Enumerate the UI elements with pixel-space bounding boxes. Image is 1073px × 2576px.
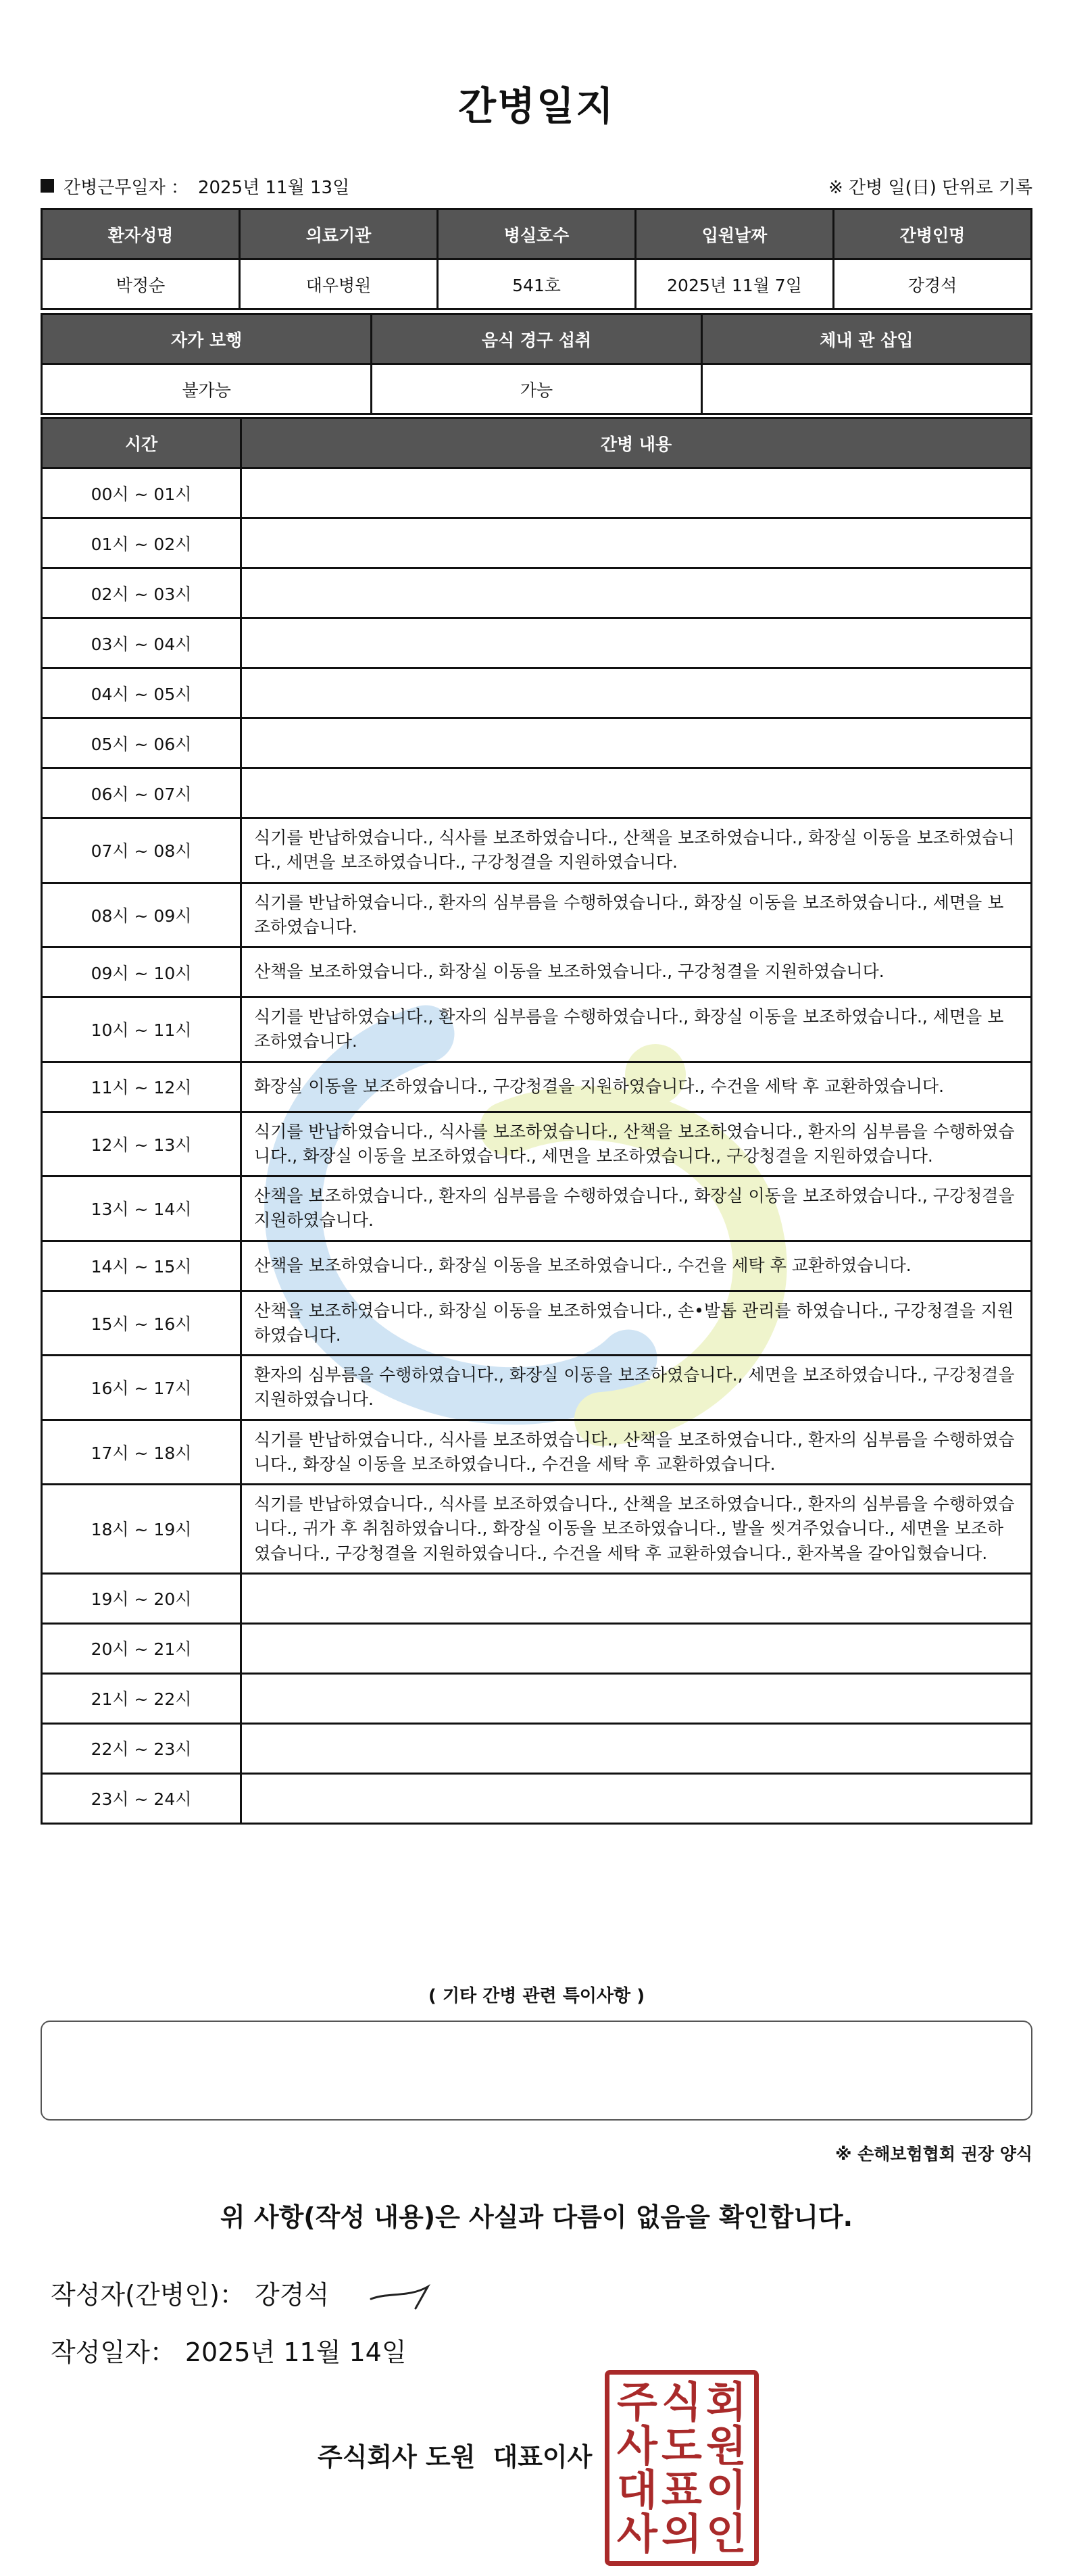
self-walking-value: 불가능: [42, 364, 372, 414]
table-row: [42, 1420, 1032, 1485]
header-caregiver-name: 간병인명: [834, 209, 1032, 259]
work-date-line: [41, 172, 1032, 199]
row-time: 04시 ~ 05시: [42, 668, 241, 718]
row-content: [241, 1573, 1032, 1623]
seal-character: 식: [662, 2377, 702, 2427]
table-row: [42, 1723, 1032, 1773]
row-content: [241, 568, 1032, 618]
row-time: 08시 ~ 09시: [42, 883, 241, 947]
row-time: 19시 ~ 20시: [42, 1573, 241, 1623]
row-time: 20시 ~ 21시: [42, 1623, 241, 1673]
row-content: 산책을 보조하였습니다., 환자의 심부름을 수행하였습니다., 화장실 이동을 보조하였습니다., 구강청결을 지원하였습니다.: [241, 1176, 1032, 1241]
header-self-walking: 자가 보행: [42, 314, 372, 364]
seal-character: 인: [706, 2508, 747, 2558]
header-tube-insertion: 체내 관 삽입: [701, 314, 1031, 364]
row-time: 01시 ~ 02시: [42, 518, 241, 568]
header-care-content: 간병 내용: [241, 418, 1032, 468]
row-time: 11시 ~ 12시: [42, 1062, 241, 1112]
row-time: 02시 ~ 03시: [42, 568, 241, 618]
table-row: [42, 768, 1032, 818]
seal-character: 주: [617, 2377, 657, 2427]
row-time: 21시 ~ 22시: [42, 1673, 241, 1723]
confirmation-statement: 위 사항(작성 내용)은 사실과 다름이 없음을 확인합니다.: [220, 2202, 853, 2232]
special-notes-box: [41, 2021, 1032, 2121]
hospital: 대우병원: [240, 259, 438, 309]
seal-character: 사: [617, 2421, 657, 2471]
patient-name: 박정순: [42, 259, 240, 309]
work-date-value: 2025년 11월 13일: [197, 177, 350, 198]
written-date-label: 작성일자：: [51, 2337, 176, 2367]
row-time: 03시 ~ 04시: [42, 618, 241, 668]
row-time: 22시 ~ 23시: [42, 1723, 241, 1773]
table-row: [42, 883, 1032, 947]
header-time: 시간: [42, 418, 241, 468]
seal-character: 표: [662, 2464, 702, 2515]
row-content: 산책을 보조하였습니다., 화장실 이동을 보조하였습니다., 손•발톱 관리를 하였습니다., 구강청결을 지원하였습니다.: [241, 1291, 1032, 1356]
written-date-line: [51, 2331, 407, 2369]
written-date-value: 2025년 11월 14일: [184, 2337, 407, 2367]
table-row: [42, 1773, 1032, 1823]
row-content: 식기를 반납하였습니다., 식사를 보조하였습니다., 산책을 보조하였습니다., 화장실 이동을 보조하였습니다., 세면을 보조하였습니다., 구강청결을 지원하였습니다.: [241, 818, 1032, 883]
table-row: [42, 1241, 1032, 1291]
row-time: 17시 ~ 18시: [42, 1420, 241, 1485]
table-row: [42, 1291, 1032, 1356]
room-number: 541호: [438, 259, 636, 309]
seal-character: 원: [706, 2421, 747, 2471]
header-hospital: 의료기관: [240, 209, 438, 259]
row-time: 16시 ~ 17시: [42, 1356, 241, 1420]
header-oral-intake: 음식 경구 섭취: [372, 314, 701, 364]
company-name: 주식회사 도원: [318, 2442, 476, 2472]
table-row: [42, 1112, 1032, 1176]
row-content: [241, 1723, 1032, 1773]
row-content: [241, 618, 1032, 668]
seal-character: 대: [617, 2464, 657, 2515]
row-content: 산책을 보조하였습니다., 화장실 이동을 보조하였습니다., 구강청결을 지원하였습니다.: [241, 947, 1032, 997]
row-content: [241, 1773, 1032, 1823]
table-row: [42, 1485, 1032, 1574]
patient-info-table: [41, 208, 1032, 310]
row-content: [241, 768, 1032, 818]
form-note: ※ 손해보험협회 권장 양식: [835, 2144, 1032, 2164]
company-line: [318, 2436, 592, 2473]
company-seal: [605, 2370, 759, 2566]
row-content: [241, 468, 1032, 518]
seal-character: 사: [617, 2508, 657, 2558]
seal-character: 이: [706, 2464, 747, 2515]
row-content: 환자의 심부름을 수행하였습니다., 화장실 이동을 보조하였습니다., 세면을 보조하였습니다., 구강청결을 지원하였습니다.: [241, 1356, 1032, 1420]
admission-date: 2025년 11월 7일: [636, 259, 834, 309]
caregiver-name: 강경석: [834, 259, 1032, 309]
company-title: 대표이사: [493, 2442, 593, 2472]
row-time: 14시 ~ 15시: [42, 1241, 241, 1291]
header-room: 병실호수: [438, 209, 636, 259]
row-content: [241, 1673, 1032, 1723]
table-row: [42, 1356, 1032, 1420]
special-notes-title: ( 기타 간병 관련 특이사항 ): [428, 1986, 645, 2006]
header-patient-name: 환자성명: [42, 209, 240, 259]
writer-line: [51, 2274, 329, 2311]
table-row: [42, 468, 1032, 518]
row-time: 10시 ~ 11시: [42, 997, 241, 1062]
row-content: 식기를 반납하였습니다., 식사를 보조하였습니다., 산책을 보조하였습니다., 환자의 심부름을 수행하였습니다., 귀가 후 취침하였습니다., 화장실 이동을 보조하였습니다., 발을 씻겨주었습니다., 세면을 보조하였습니다., 구강청결을 지원하였습니다., 수건을 세탁 후 교환하였습니다., 환자복을 갈아입혔습니다.: [241, 1485, 1032, 1574]
table-row: [42, 818, 1032, 883]
seal-character: 회: [706, 2377, 747, 2427]
table-row: [42, 1062, 1032, 1112]
care-log-table: [41, 417, 1032, 1825]
table-row: [42, 618, 1032, 668]
row-time: 06시 ~ 07시: [42, 768, 241, 818]
row-content: 화장실 이동을 보조하였습니다., 구강청결을 지원하였습니다., 수건을 세탁 후 교환하였습니다.: [241, 1062, 1032, 1112]
square-bullet-icon: [41, 179, 54, 193]
care-status-table: [41, 313, 1032, 415]
row-time: 23시 ~ 24시: [42, 1773, 241, 1823]
table-row: [42, 997, 1032, 1062]
row-content: [241, 1623, 1032, 1673]
row-content: 식기를 반납하였습니다., 식사를 보조하였습니다., 산책을 보조하였습니다., 환자의 심부름을 수행하였습니다., 화장실 이동을 보조하였습니다., 세면을 보조하였습니다., 구강청결을 지원하였습니다.: [241, 1112, 1032, 1176]
seal-character: 의: [662, 2508, 702, 2558]
unit-note: ※ 간병 일(日) 단위로 기록: [828, 177, 1032, 198]
row-time: 12시 ~ 13시: [42, 1112, 241, 1176]
writer-name: 강경석: [254, 2280, 330, 2310]
table-row: [42, 668, 1032, 718]
row-time: 09시 ~ 10시: [42, 947, 241, 997]
table-row: [42, 718, 1032, 768]
oral-intake-value: 가능: [372, 364, 701, 414]
table-row: [42, 518, 1032, 568]
row-time: 00시 ~ 01시: [42, 468, 241, 518]
writer-label: 작성자(간병인)：: [51, 2280, 245, 2310]
row-content: [241, 668, 1032, 718]
table-row: [42, 568, 1032, 618]
row-content: 식기를 반납하였습니다., 식사를 보조하였습니다., 산책을 보조하였습니다., 환자의 심부름을 수행하였습니다., 화장실 이동을 보조하였습니다., 수건을 세탁 후 교환하였습니다.: [241, 1420, 1032, 1485]
table-row: [42, 1573, 1032, 1623]
table-row: [42, 947, 1032, 997]
row-time: 18시 ~ 19시: [42, 1485, 241, 1574]
row-time: 05시 ~ 06시: [42, 718, 241, 768]
signature-mark: [368, 2272, 436, 2312]
tube-insertion-value: [701, 364, 1031, 414]
header-admission-date: 입원날짜: [636, 209, 834, 259]
table-row: [42, 1176, 1032, 1241]
row-time: 13시 ~ 14시: [42, 1176, 241, 1241]
seal-character: 도: [662, 2421, 702, 2471]
row-content: [241, 518, 1032, 568]
row-content: 식기를 반납하였습니다., 환자의 심부름을 수행하였습니다., 화장실 이동을 보조하였습니다., 세면을 보조하였습니다.: [241, 883, 1032, 947]
row-time: 07시 ~ 08시: [42, 818, 241, 883]
table-row: [42, 1623, 1032, 1673]
row-content: 식기를 반납하였습니다., 환자의 심부름을 수행하였습니다., 화장실 이동을 보조하였습니다., 세면을 보조하였습니다.: [241, 997, 1032, 1062]
work-date-label: 간병근무일자 ：: [64, 177, 189, 198]
row-content: 산책을 보조하였습니다., 화장실 이동을 보조하였습니다., 수건을 세탁 후 교환하였습니다.: [241, 1241, 1032, 1291]
page-title: 간병일지: [457, 83, 616, 129]
row-content: [241, 718, 1032, 768]
row-time: 15시 ~ 16시: [42, 1291, 241, 1356]
table-row: [42, 1673, 1032, 1723]
